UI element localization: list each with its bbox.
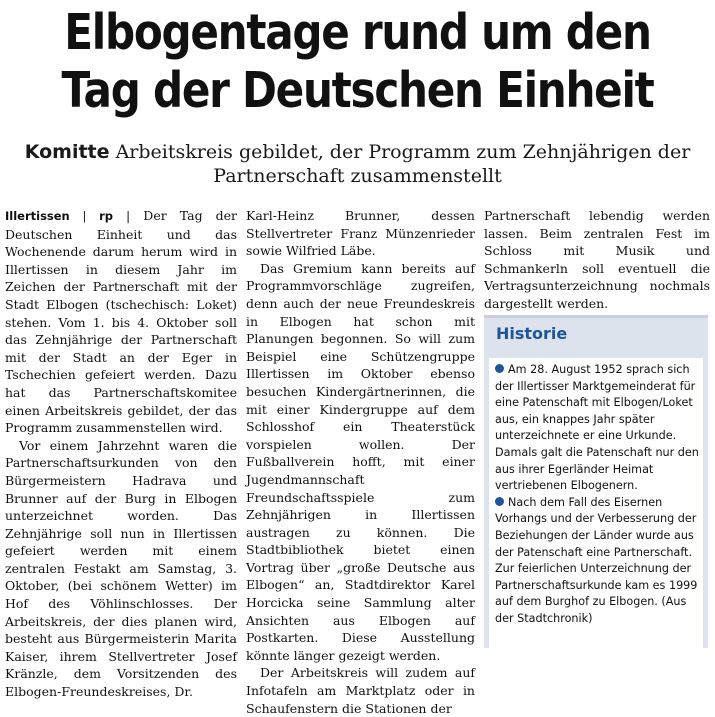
headline-line-2: Tag der Deutschen Einheit (61, 62, 654, 119)
infobox-item (495, 495, 703, 628)
article-paragraph: Karl-Heinz Brunner, dessen Stellvertreter Franz Münzenrieder sowie Wilfried Läbe. (246, 208, 475, 259)
headline-line-1: Elbogentage rund um den (64, 4, 651, 61)
article-paragraph: Der Arbeitskreis will zudem auf Infotafeln am Marktplatz oder in Schaufenstern die Stationen der (246, 665, 475, 716)
infobox-body (489, 358, 703, 648)
infobox-title: Historie (496, 324, 568, 343)
infobox-item-text: Am 28. August 1952 sprach sich der Illertisser Marktgemeinderat für eine Patenschaft mit Elbogen/Loket aus, ein knappes Jahr später unterzeichnete er eine Urkunde. Damals galt die Patenschaft nur den aus ihrer Egerländer Heimat vertriebenen Elbogenern. (495, 363, 699, 493)
infobox-item (495, 362, 703, 495)
article-paragraph: Das Gremium kann bereits auf Programmvorschläge zugreifen, denn auch der neue Freundeskreis in Elbogen hat schon mit Planungen begonnen. So will zum Beispiel eine Schützengruppe Illertissen im Oktober ebenso besuchen Kindergärtnerinnen, die mit einer Kindergruppe auf dem Schlosshof ein Theaterstück vorspielen wollen. Der Fußballverein hofft, mit einer Jugendmannschaft Freundschaftsspiele zum Zehnjährigen in Illertissen austragen zu können. Die Stadtbibliothek bietet einen Vortrag über „große Deutsche aus Elbogen“ an, Stadtdirektor Karel Horcicka seine Sammlung alter Ansichten aus Elbogen auf Postkarten. Diese Ausstellung könnte länger gezeigt werden. (246, 260, 475, 663)
article-column-3 (484, 207, 710, 313)
subheadline (0, 140, 715, 188)
article-paragraph: Vor einem Jahrzehnt waren die Partnerschaftsurkunden von den Bürgermeistern Hadrava und Brunner auf der Burg in Elbogen unterzeichnet worden. Das Zehnjährige soll nun in Illertissen gefeiert werden mit einem zentralen Festakt am Samstag, 3. Oktober, (bei schönem Wetter) im Hof des Vöhlinschlosses. Der Arbeitskreis, der dies planen wird, besteht aus Bürgermeisterin Marita Kaiser, ihrem Stellvertreter Josef Kränzle, dem Vorsitzenden des Elbogen-Freundeskreises, Dr. (5, 437, 237, 700)
subhead-kicker: Komitte (24, 141, 110, 163)
infobox-item-text: Nach dem Fall des Eisernen Vorhangs und der Verbesserung der Beziehungen der Länder wurde aus der Patenschaft eine Partnerschaft. Zur feierlichen Unterzeichnung der Partnerschaftsurkunde kam es 1999 auf dem Burghof zu Elbogen. (Aus der Stadtchronik) (495, 495, 698, 625)
historie-infobox (484, 315, 708, 648)
bullet-icon (495, 497, 504, 506)
article-paragraph: Partnerschaft lebendig werden lassen. Beim zentralen Fest im Schloss mit Musik und Schmankerln soll eventuell die Vertragsunterzeichnung nochmals dargestellt werden. (484, 208, 710, 311)
article-column-1 (5, 207, 237, 701)
article-text: | Der Tag der Deutschen Einheit und das Wochenende darum herum wird in Illertissen in diesem Jahr im Zeichen der Partnerschaft mit der Stadt Elbogen (tschechisch: Loket) stehen. Vom 1. bis 4. Oktober soll das Zehnjährige der Partnerschaft mit der Stadt an der Eger in Tschechien gefeiert werden. Dazu hat das Partnerschaftskomitee einen Arbeitskreis gebildet, der das Programm zusammenstellen wird. (5, 208, 237, 436)
dateline-separator: | (69, 209, 100, 223)
dateline (5, 209, 113, 223)
subhead-text: Arbeitskreis gebildet, der Programm zum Zehnjährigen der Partnerschaft zusammenstellt (115, 141, 691, 187)
article-paragraph (5, 207, 237, 437)
bullet-icon (495, 364, 504, 373)
headline (50, 4, 665, 120)
dateline-place: Illertissen (5, 209, 70, 223)
dateline-author: rp (99, 209, 113, 223)
article-column-2 (246, 207, 475, 717)
